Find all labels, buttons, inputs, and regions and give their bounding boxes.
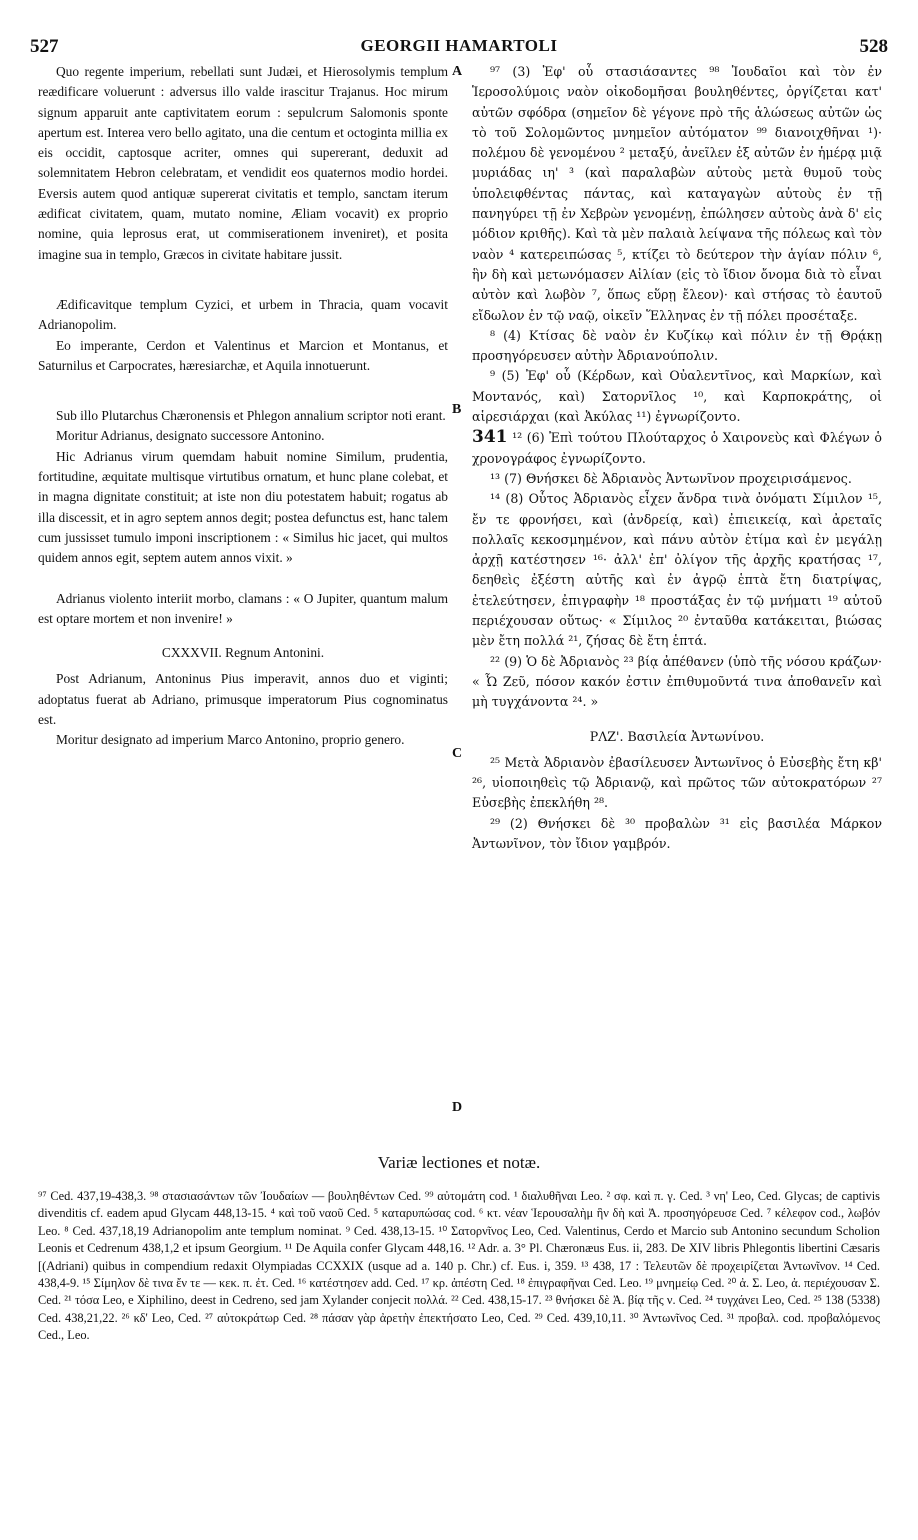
greek-section-heading: ΡΛΖ'. Βασιλεία Ἀντωνίνου. bbox=[589, 728, 765, 744]
notes-title: Variæ lectiones et notæ. bbox=[377, 1153, 541, 1172]
greek-paragraph: ¹⁴ (8) Οὗτος Ἀδριανὸς εἶχεν ἄνδρα τινὰ ὀνόματι Σίμιλον ¹⁵, ἔν τε φρονήσει, καὶ (ἀνδρείᾳ, καὶ) ἐπιεικείᾳ, καὶ ἀρεταῖς πολλαῖς κεκοσμημένον, καὶ πάνυ αὐτὸν ἐτίμα καὶ ἐν μεγάλῃ ἀρχῇ κατέστησεν ¹⁶· ἀλλ' ἐπ' ὀλίγον τῆς ἀρχῆς κρατήσας ¹⁷, δεηθεὶς ἐξέστη αὐτῆς καὶ ἐν ἀγρῷ ἑπτὰ ἔτη διατρίψας, ἐτελεύτησεν, ἐπιγραφὴν ¹⁸ προστάξας ἐν τῷ μνήματι ¹⁹ αὐτοῦ περιέχουσαν οὕτως· « Σίμιλος ²⁰ ἐνταῦθα κατάκειται, βιώσας μὲν ἔτη πολλά ²¹, ζήσας δὲ ἔτη ἑπτά. bbox=[472, 491, 882, 649]
latin-column bbox=[38, 62, 448, 751]
greek-paragraph: ⁸ (4) Κτίσας δὲ ναὸν ἐν Κυζίκῳ καὶ πόλιν ἐν τῇ Θρᾴκῃ προσηγόρευσεν αὐτὴν Ἀδριανούπολιν. bbox=[472, 327, 882, 364]
greek-paragraph: ²⁹ (2) Θνήσκει δὲ ³⁰ προβαλὼν ³¹ εἰς βασιλέα Μάρκον Ἀντωνῖνον, τὸν ἴδιον γαμβρόν. bbox=[472, 815, 882, 851]
greek-column bbox=[472, 62, 882, 854]
notes-text: ⁹⁷ Ced. 437,19-438,3. ⁹⁸ στασιασάντων τῶν Ἰουδαίων — βουληθέντων Ced. ⁹⁹ αὐτομάτη cod. ¹ διαλυθῆναι Leo. ² σφ. καὶ π. γ. Ced. ³ νη' Leo, Ced. Glycas; de captivis divenditis cf. eadem apud Glycam 448,13-15. ⁴ καὶ τοῦ ναοῦ Ced. ⁵ καταρυπώσας cod. ⁶ κτ. νέαν Ἱερουσαλὴμ ἣν δὴ καὶ Ἀ. προσηγόρευσε Ced. ⁷ κέλεφον cod., λωβόν Leo. ⁸ Ced. 437,18,19 Adrianopolim ante templum nominat. ⁹ Ced. 438,13-15. ¹⁰ Σατορνῖνος Leo, Ced. Valentinus, Cerdo et Marcio sub Antonino secundum Scholion Leonis et Cedrenum 438,1,2 et ipsum Georgium. ¹¹ De Aquila confer Glycam 448,16. ¹² Adr. a. 3° Pl. Chæronæus Eus. ii, 283. De XIV libris Phlegontis libertini Cæsaris [(Adriani) quibus in compendium redaxit Olympiadas CCXXIX (usque ad a. 140 p. Chr.) cf. Eus. i, 359. ¹³ 438, 17 : Τελευτῶν δὲ προχειρίζεται Ἀντωνῖνον. ¹⁴ Ced. 438,4-9. ¹⁵ Σίμηλον δὲ τινα ἔν τε — κεκ. π. ἐτ. Ced. ¹⁶ κατέστησεν add. Ced. ¹⁷ κρ. ἀπέστη Ced. ¹⁸ ἐπιγραφῆναι Ced. Leo. ¹⁹ μνημείῳ Ced. ²⁰ ἀ. Σ. Leo, ἀ. περιέχουσαν Σ. Ced. ²¹ τόσα Leo, e Xiphilino, deest in Cedreno, sed jam Xylander conjecit πολλά. ²² Ced. 438,15-17. ²³ θνήσκει δὲ Ἀ. βίᾳ τῆς ν. Ced. ²⁴ τυγχάνει Leo, Ced. ²⁵ 138 (5338) Ced. 438,21,22. ²⁶ κδ' Leo, Ced. ²⁷ αὐτοκράτωρ Ced. ²⁸ πάσαν γὰρ ἀρετὴν ἐπεκτήσατο Leo, Ced. ²⁹ Ced. 439,10,11. ³⁰ Ἀντωνῖνος Ced. ³¹ προβαλ. cod. προβαλόμενος Ced., Leo. bbox=[38, 1189, 880, 1343]
latin-paragraph: Quo regente imperium, rebellati sunt Judæi, et Hierosolymis templum reædificare voluerunt : adversus illo valde irascitur Trajanus. Hoc mirum signum apparuit ante captivitatem eorum : sepulcrum Salomonis sponte apertum est. Interea vero bello agitato, una die centum et octoginta millia ex eis occidit, captosque acriter, omnes qui supererant, deduxit ad solemnitatem Hebron celebratam, et vendidit eos quaternos modio hordei. Eversis autem quod antiquæ supererat civitatis et templo, sanctam iterum ædificat civitatem, quam, mutato nomine, Æliam vocavit) ex proprio nomine, quia leprosus erat, ut commiserationem inveniret), et posita imagine sua in templo, Græcos in civitate habitare jussit. bbox=[38, 64, 448, 262]
section-marker-d: D bbox=[452, 1100, 463, 1115]
latin-section-heading: CXXXVII. Regnum Antonini. bbox=[161, 645, 325, 661]
greek-paragraph: ⁹⁷ (3) Ἐφ' οὗ στασιάσαντες ⁹⁸ Ἰουδαῖοι καὶ τὸν ἐν Ἱεροσολύμοις ναὸν οἰκοδομῆσαι βουληθέντες, ὀργίζεται κατ' αὐτῶν σφόδρα (σημεῖον δὲ γέγονε πρὸ τῆς ἁλώσεως αὐτῶν ὡς τὸ τοῦ Σολομῶντος μνημεῖον αὐτόματον ⁹⁹ διανοιχθῆναι ¹)· πολέμου δὲ γενομένου ² μεταξύ, ἀνεῖλεν ἐξ αὐτῶν ἐν ἡμέρᾳ μιᾷ μυριάδας ιη' ³ (καὶ παραλαβὼν αὐτοὺς μετὰ θυμοῦ τοὺς ὑπολειφθέντας πάντας, καὶ καταγαγὼν αὐτοὺς ἐν τῇ πανηγύρει τῇ ἐν Χεβρὼν γενομένῃ, ἐπώλησεν αὐτοὺς ἀνὰ δ' εἰς μόδιον κριθῆς). Καὶ τὰ μὲν παλαιὰ λείψανα τῆς πόλεως καὶ τὸν ναὸν ⁴ κατερειπώσας ⁵, κτίζει τὸ δεύτερον τὴν ἁγίαν πόλιν ⁶, ἣν δὴ καὶ μετωνόμασεν Αἰλίαν (εἰς τὸ ἴδιον ὄνομα διὰ τὸ εἶναι αὐτὸν καὶ λωβὸν ⁷, ὅπως εὕρῃ ἔλεον)· καὶ στήσας τὸ ἑαυτοῦ εἴδωλον ἐν τῷ ναῷ, οἰκεῖν Ἕλληνας ἐν τῇ πόλει προσέταξε. bbox=[472, 64, 882, 323]
section-marker-c: C bbox=[452, 746, 463, 761]
section-marker-b: B bbox=[452, 402, 462, 417]
greek-paragraph: ⁹ (5) Ἐφ' οὗ (Κέρδων, καὶ Οὐαλεντῖνος, καὶ Μαρκίων, καὶ Μοντανός, καὶ) Σατορνῖλος ¹⁰, καὶ Καρποκράτης, οἱ αἱρεσιάρχαι (καὶ Ἀκύλας ¹¹) ἐγνωρίζοντο. bbox=[472, 368, 882, 425]
greek-paragraph bbox=[472, 427, 882, 469]
latin-paragraph: Sub illo Plutarchus Chæronensis et Phlegon annalium scriptor noti erant. bbox=[56, 408, 446, 424]
latin-paragraph: Moritur designato ad imperium Marco Antonino, proprio genero. bbox=[56, 732, 405, 748]
notes-section bbox=[38, 1188, 880, 1345]
latin-paragraph: Moritur Adrianus, designato successore Antonino. bbox=[56, 428, 325, 444]
page-reference-number: 341 bbox=[472, 427, 508, 448]
page-number-right: 528 bbox=[859, 36, 888, 57]
latin-paragraph: Post Adrianum, Antoninus Pius imperavit, annos duo et viginti; adoptatus fuerat ab Adriano, primusque imperatorum Pius cognominatus est. bbox=[38, 671, 448, 728]
latin-paragraph: Ædificavitque templum Cyzici, et urbem in Thracia, quam vocavit Adrianopolim. bbox=[38, 296, 448, 333]
latin-paragraph: Adrianus violento interiit morbo, clamans : « O Jupiter, quantum malum est optare mortem et non invenire! » bbox=[38, 590, 448, 626]
latin-paragraph: Eo imperante, Cerdon et Valentinus et Marcion et Montanus, et Saturnilus et Carpocrates, hæresiarchæ, et Aquila innotuerunt. bbox=[38, 337, 448, 373]
section-marker-a: A bbox=[452, 64, 463, 79]
running-title: GEORGII HAMARTOLI bbox=[360, 36, 558, 55]
latin-paragraph: Hic Adrianus virum quemdam habuit nomine Similum, prudentia, fortitudine, æquitate multisque virtutibus ornatum, et hunc plane colebat, et in magna dignitate constituit; at iste non diu potestatem habuit; rogatus ab illa discessit, et in agro septem annos degit; postea defunctus est, hanc talem cum jussisset tumulo imponi inscriptionem : « Similus hic jacet, qui multos quidem annos egit, septem autem annos vixit. » bbox=[38, 448, 448, 566]
greek-paragraph-text: ¹² (6) Ἐπὶ τούτου Πλούταρχος ὁ Χαιρονεὺς καὶ Φλέγων ὁ χρονογράφος ἐγνωρίζοντο. bbox=[472, 430, 882, 466]
page-number-left: 527 bbox=[30, 36, 59, 57]
greek-paragraph: ²⁵ Μετὰ Ἀδριανὸν ἐβασίλευσεν Ἀντωνῖνος ὁ Εὐσεβὴς ἔτη κβ' ²⁶, υἱοποιηθεὶς τῷ Ἀδριανῷ, καὶ πρῶτος τῶν αὐτοκρατόρων ²⁷ Εὐσεβὴς ἐπεκλήθη ²⁸. bbox=[472, 754, 882, 811]
greek-paragraph: ²² (9) Ὁ δὲ Ἀδριανὸς ²³ βίᾳ ἀπέθανεν (ὑπὸ τῆς νόσου κράζων· « Ὦ Ζεῦ, πόσον κακόν ἐστιν ἐπιθυμοῦντά τινα ἀποθανεῖν καὶ μὴ τυγχάνοντα ²⁴. » bbox=[472, 653, 882, 710]
page-header bbox=[30, 36, 888, 62]
greek-paragraph: ¹³ (7) Θνήσκει δὲ Ἀδριανὸς Ἀντωνῖνον προχειρισάμενος. bbox=[490, 470, 852, 486]
